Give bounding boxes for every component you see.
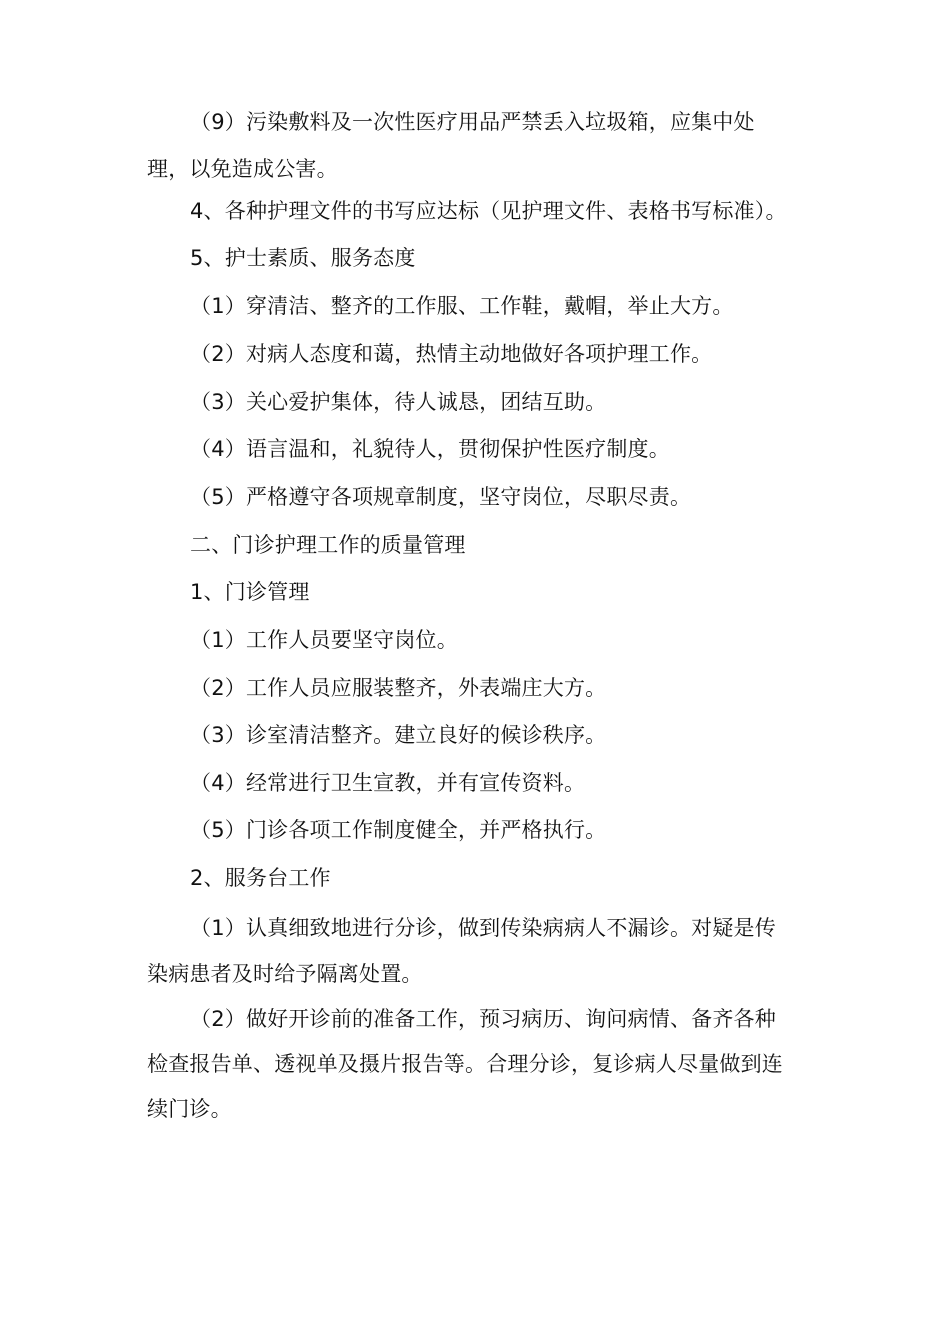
paragraph-line: （9）污染敷料及一次性医疗用品严禁丢入垃圾箱，应集中处	[190, 110, 755, 134]
list-item: （4）语言温和，礼貌待人，贯彻保护性医疗制度。	[190, 437, 670, 461]
list-item: （3）诊室清洁整齐。建立良好的候诊秩序。	[190, 723, 607, 747]
list-item: （2）对病人态度和蔼，热情主动地做好各项护理工作。	[190, 342, 713, 366]
list-item: （5）门诊各项工作制度健全，并严格执行。	[190, 818, 607, 842]
list-item: （2）工作人员应服装整齐，外表端庄大方。	[190, 676, 607, 700]
section-heading: 2、服务台工作	[190, 866, 331, 890]
paragraph-line: 续门诊。	[147, 1097, 232, 1121]
section-heading: 5、护士素质、服务态度	[190, 246, 416, 270]
list-item: （3）关心爱护集体，待人诚恳，团结互助。	[190, 390, 607, 414]
paragraph-line: 检查报告单、透视单及摄片报告等。合理分诊，复诊病人尽量做到连	[147, 1052, 783, 1076]
list-item: （4）经常进行卫生宣教，并有宣传资料。	[190, 771, 586, 795]
list-item: （1）工作人员要坚守岗位。	[190, 628, 458, 652]
paragraph-line: 染病患者及时给予隔离处置。	[147, 962, 423, 986]
paragraph-line: 理，以免造成公害。	[147, 157, 338, 181]
list-item: （5）严格遵守各项规章制度，坚守岗位，尽职尽责。	[190, 485, 692, 509]
section-heading: 4、各种护理文件的书写应达标（见护理文件、表格书写标准）。	[190, 199, 787, 223]
list-item: （1）穿清洁、整齐的工作服、工作鞋，戴帽，举止大方。	[190, 294, 734, 318]
paragraph-line: （2）做好开诊前的准备工作，预习病历、询问病情、备齐各种	[190, 1007, 776, 1031]
paragraph-line: （1）认真细致地进行分诊，做到传染病病人不漏诊。对疑是传	[190, 916, 776, 940]
section-heading: 1、门诊管理	[190, 580, 310, 604]
chapter-heading: 二、门诊护理工作的质量管理	[190, 533, 466, 557]
